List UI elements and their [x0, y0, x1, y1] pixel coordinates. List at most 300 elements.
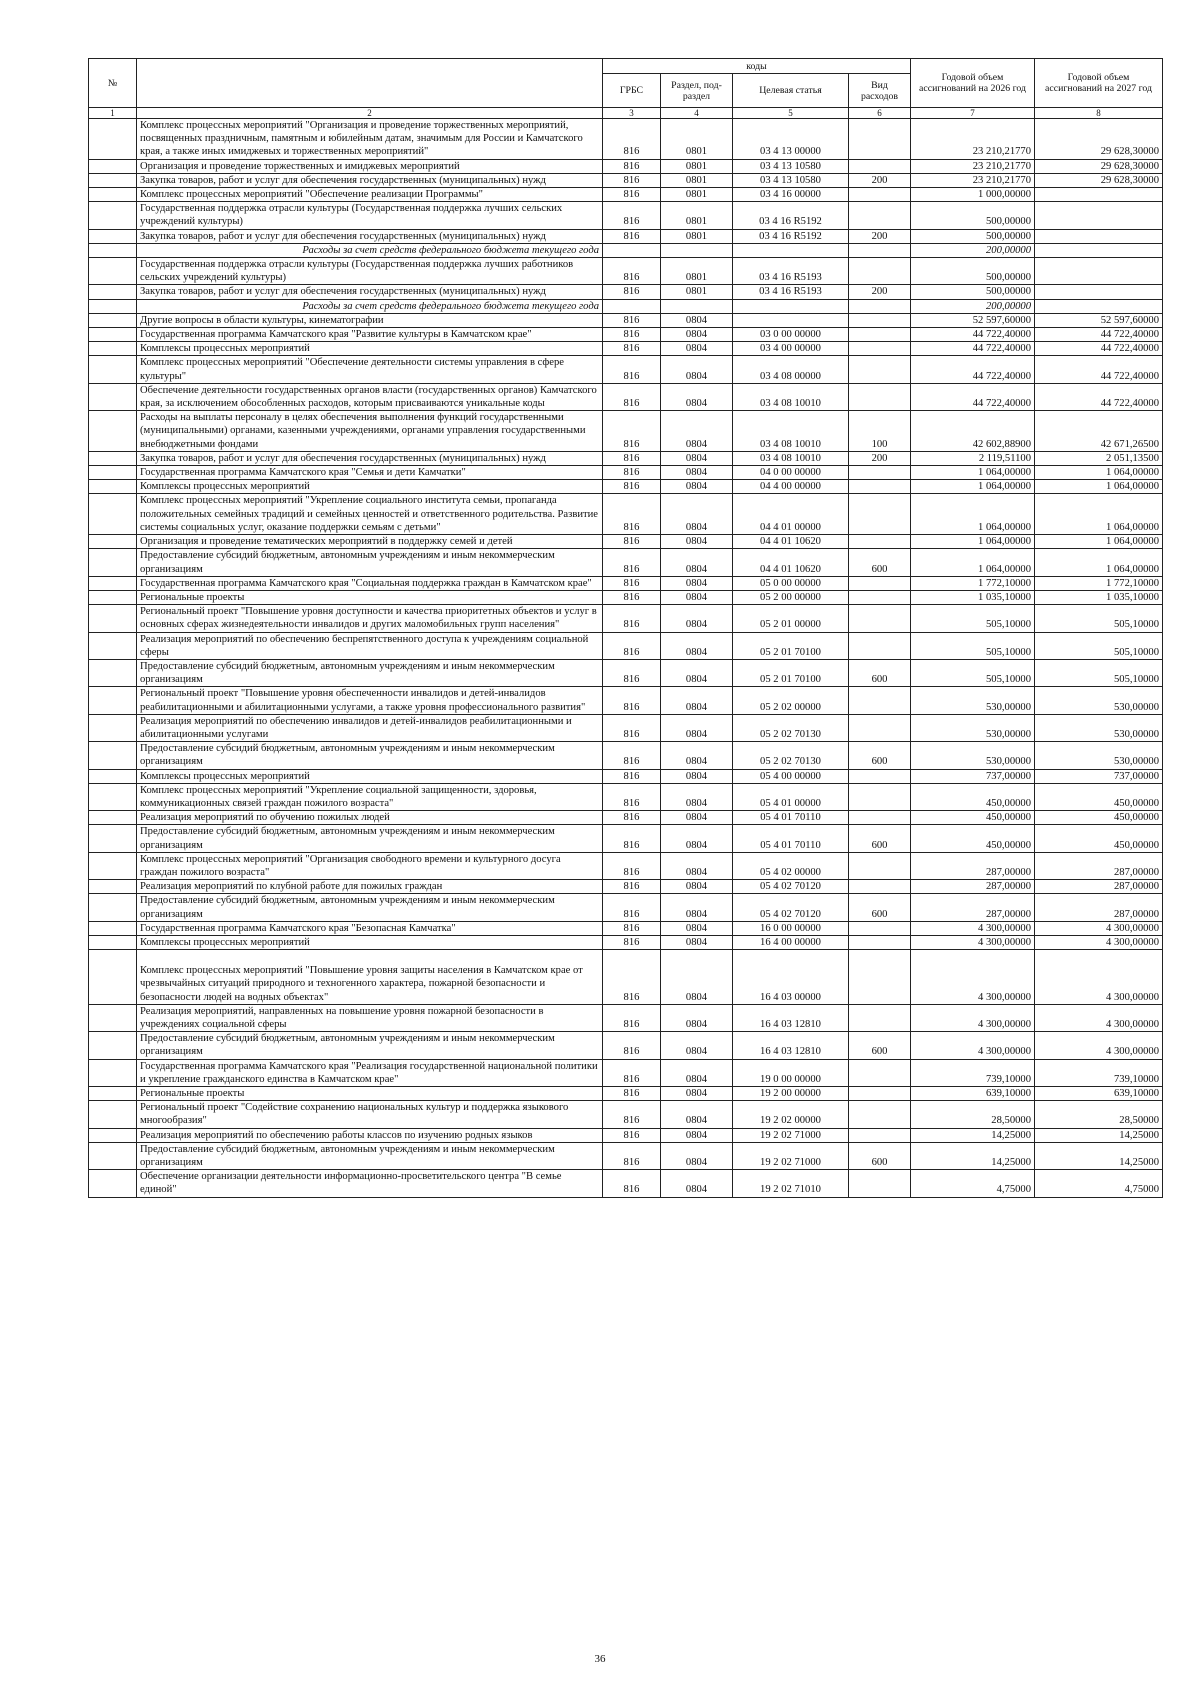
row-razdel-cell: 0804 — [661, 1101, 733, 1128]
row-name-cell: Реализация мероприятий, направленных на повышение уровня пожарной безопасности в учреждениях социальной сферы — [137, 1004, 603, 1031]
row-grbs-cell: 816 — [603, 1128, 661, 1142]
row-amount-2027-cell: 1 064,00000 — [1035, 466, 1163, 480]
row-amount-2026-cell: 44 722,40000 — [911, 328, 1035, 342]
row-grbs-cell: 816 — [603, 1170, 661, 1197]
row-expense-type-cell — [849, 921, 911, 935]
row-target-article-cell: 05 2 01 70100 — [733, 632, 849, 659]
row-razdel-cell: 0804 — [661, 632, 733, 659]
row-amount-2027-cell: 52 597,60000 — [1035, 313, 1163, 327]
row-amount-2027-cell: 287,00000 — [1035, 852, 1163, 879]
row-amount-2027-cell: 505,10000 — [1035, 605, 1163, 632]
row-grbs-cell: 816 — [603, 451, 661, 465]
table-row — [89, 480, 1163, 494]
row-grbs-cell: 816 — [603, 1101, 661, 1128]
row-target-article-cell: 03 4 16 R5192 — [733, 229, 849, 243]
row-expense-type-cell — [849, 811, 911, 825]
row-expense-type-cell — [849, 576, 911, 590]
row-amount-2026-cell: 530,00000 — [911, 687, 1035, 714]
row-target-article-cell: 16 4 03 12810 — [733, 1004, 849, 1031]
row-number-cell — [89, 356, 137, 383]
row-name-cell: Реализация мероприятий по обеспечению работы классов по изучению родных языков — [137, 1128, 603, 1142]
row-expense-type-cell — [849, 1004, 911, 1031]
row-amount-2026-cell: 500,00000 — [911, 285, 1035, 299]
table-row — [89, 852, 1163, 879]
row-razdel-cell — [661, 243, 733, 257]
table-row — [89, 258, 1163, 285]
row-grbs-cell: 816 — [603, 687, 661, 714]
row-target-article-cell: 05 2 02 70130 — [733, 714, 849, 741]
row-expense-type-cell — [849, 328, 911, 342]
row-razdel-cell: 0801 — [661, 119, 733, 160]
row-target-article-cell: 03 4 08 10010 — [733, 383, 849, 410]
row-number-cell — [89, 173, 137, 187]
row-expense-type-cell: 600 — [849, 742, 911, 769]
row-name-cell: Расходы на выплаты персоналу в целях обеспечения выполнения функций государственными (муниципальными) органами, казенными учреждениями, органами управления государственными внебюджетными фондами — [137, 411, 603, 452]
row-expense-type-cell — [849, 313, 911, 327]
row-amount-2027-cell: 29 628,30000 — [1035, 173, 1163, 187]
row-razdel-cell: 0804 — [661, 1087, 733, 1101]
row-amount-2026-cell: 505,10000 — [911, 605, 1035, 632]
row-number-cell — [89, 742, 137, 769]
row-amount-2027-cell — [1035, 229, 1163, 243]
row-expense-type-cell: 600 — [849, 549, 911, 576]
row-name-cell: Комплексы процессных мероприятий — [137, 342, 603, 356]
row-amount-2026-cell: 1 064,00000 — [911, 549, 1035, 576]
row-grbs-cell: 816 — [603, 880, 661, 894]
row-razdel-cell: 0804 — [661, 1004, 733, 1031]
row-razdel-cell: 0801 — [661, 258, 733, 285]
row-amount-2027-cell: 29 628,30000 — [1035, 159, 1163, 173]
row-grbs-cell: 816 — [603, 811, 661, 825]
row-razdel-cell: 0804 — [661, 480, 733, 494]
row-amount-2027-cell: 42 671,26500 — [1035, 411, 1163, 452]
row-razdel-cell: 0804 — [661, 687, 733, 714]
row-name-cell: Предоставление субсидий бюджетным, автономным учреждениям и иным некоммерческим организациям — [137, 742, 603, 769]
row-target-article-cell — [733, 243, 849, 257]
row-amount-2026-cell: 450,00000 — [911, 783, 1035, 810]
row-name-cell: Предоставление субсидий бюджетным, автономным учреждениям и иным некоммерческим организациям — [137, 825, 603, 852]
table-row — [89, 549, 1163, 576]
row-grbs-cell: 816 — [603, 1059, 661, 1086]
row-expense-type-cell: 600 — [849, 825, 911, 852]
row-razdel-cell: 0804 — [661, 451, 733, 465]
table-row — [89, 1032, 1163, 1059]
col-header-number: № — [89, 59, 137, 108]
row-razdel-cell: 0804 — [661, 825, 733, 852]
row-amount-2027-cell: 4 300,00000 — [1035, 1032, 1163, 1059]
table-row — [89, 285, 1163, 299]
row-number-cell — [89, 921, 137, 935]
row-expense-type-cell: 200 — [849, 451, 911, 465]
row-grbs-cell: 816 — [603, 894, 661, 921]
row-target-article-cell: 03 4 08 10010 — [733, 411, 849, 452]
row-number-cell — [89, 313, 137, 327]
row-amount-2027-cell: 44 722,40000 — [1035, 383, 1163, 410]
row-expense-type-cell — [849, 535, 911, 549]
table-row — [89, 328, 1163, 342]
row-target-article-cell: 03 4 16 R5193 — [733, 285, 849, 299]
row-grbs-cell: 816 — [603, 935, 661, 949]
row-razdel-cell: 0804 — [661, 576, 733, 590]
row-expense-type-cell — [849, 383, 911, 410]
row-amount-2027-cell: 530,00000 — [1035, 742, 1163, 769]
row-amount-2027-cell: 739,10000 — [1035, 1059, 1163, 1086]
row-name-cell: Государственная программа Камчатского края "Реализация государственной национальной политики и укрепление гражданского единства в Камчатском крае" — [137, 1059, 603, 1086]
row-name-cell: Комплекс процессных мероприятий "Обеспечение деятельности системы управления в сфере культуры" — [137, 356, 603, 383]
row-expense-type-cell — [849, 258, 911, 285]
row-number-cell — [89, 1101, 137, 1128]
row-razdel-cell: 0804 — [661, 494, 733, 535]
row-target-article-cell: 04 0 00 00000 — [733, 466, 849, 480]
col-header-2027: Годовой объем ассигнований на 2027 год — [1035, 59, 1163, 108]
column-number: 6 — [849, 108, 911, 119]
row-target-article-cell: 19 2 02 71000 — [733, 1142, 849, 1169]
row-expense-type-cell — [849, 1087, 911, 1101]
row-amount-2026-cell: 1 035,10000 — [911, 590, 1035, 604]
row-expense-type-cell — [849, 188, 911, 202]
row-amount-2027-cell: 450,00000 — [1035, 811, 1163, 825]
row-name-cell: Комплекс процессных мероприятий "Организация и проведение торжественных мероприятий, посвященных праздничным, памятным и юбилейным датам, значимым для России и Камчатского края, а также иных имиджевых и торжественных мероприятий" — [137, 119, 603, 160]
row-grbs-cell — [603, 243, 661, 257]
row-name-cell: Государственная поддержка отрасли культуры (Государственная поддержка лучших сельских учреждений культуры) — [137, 202, 603, 229]
row-expense-type-cell — [849, 356, 911, 383]
row-expense-type-cell — [849, 1059, 911, 1086]
row-target-article-cell: 03 4 13 10580 — [733, 173, 849, 187]
column-number-row — [89, 108, 1163, 119]
row-number-cell — [89, 1170, 137, 1197]
row-target-article-cell: 03 4 16 R5193 — [733, 258, 849, 285]
row-razdel-cell: 0804 — [661, 313, 733, 327]
row-expense-type-cell — [849, 687, 911, 714]
row-razdel-cell: 0804 — [661, 852, 733, 879]
row-number-cell — [89, 880, 137, 894]
row-grbs-cell: 816 — [603, 1004, 661, 1031]
row-target-article-cell: 19 2 02 71010 — [733, 1170, 849, 1197]
row-grbs-cell: 816 — [603, 313, 661, 327]
row-name-cell: Реализация мероприятий по клубной работе для пожилых граждан — [137, 880, 603, 894]
row-razdel-cell: 0804 — [661, 1170, 733, 1197]
row-number-cell — [89, 605, 137, 632]
row-name-cell: Государственная программа Камчатского края "Семья и дети Камчатки" — [137, 466, 603, 480]
row-amount-2026-cell: 500,00000 — [911, 258, 1035, 285]
row-number-cell — [89, 1142, 137, 1169]
col-header-codes: коды — [603, 59, 911, 74]
row-grbs-cell: 816 — [603, 825, 661, 852]
table-row — [89, 494, 1163, 535]
table-row — [89, 811, 1163, 825]
row-grbs-cell: 816 — [603, 549, 661, 576]
row-number-cell — [89, 202, 137, 229]
table-row — [89, 1142, 1163, 1169]
row-number-cell — [89, 687, 137, 714]
row-expense-type-cell: 100 — [849, 411, 911, 452]
table-row — [89, 935, 1163, 949]
table-row — [89, 173, 1163, 187]
row-amount-2027-cell: 1 064,00000 — [1035, 549, 1163, 576]
table-row — [89, 605, 1163, 632]
row-razdel-cell: 0804 — [661, 411, 733, 452]
row-target-article-cell: 04 4 00 00000 — [733, 480, 849, 494]
row-razdel-cell: 0804 — [661, 1059, 733, 1086]
row-name-cell: Комплекс процессных мероприятий "Обеспечение реализации Программы" — [137, 188, 603, 202]
row-amount-2026-cell: 287,00000 — [911, 852, 1035, 879]
row-target-article-cell: 05 2 01 00000 — [733, 605, 849, 632]
row-razdel-cell: 0801 — [661, 285, 733, 299]
row-amount-2026-cell: 4,75000 — [911, 1170, 1035, 1197]
row-amount-2026-cell: 287,00000 — [911, 880, 1035, 894]
table-row — [89, 659, 1163, 686]
row-amount-2026-cell: 530,00000 — [911, 742, 1035, 769]
row-razdel-cell: 0804 — [661, 880, 733, 894]
row-target-article-cell: 03 4 08 00000 — [733, 356, 849, 383]
row-expense-type-cell — [849, 1101, 911, 1128]
row-target-article-cell: 05 4 00 00000 — [733, 769, 849, 783]
row-target-article-cell: 03 4 08 10010 — [733, 451, 849, 465]
row-amount-2027-cell — [1035, 299, 1163, 313]
table-row — [89, 229, 1163, 243]
row-number-cell — [89, 159, 137, 173]
row-target-article-cell: 04 4 01 10620 — [733, 535, 849, 549]
row-expense-type-cell — [849, 494, 911, 535]
row-amount-2027-cell: 4 300,00000 — [1035, 935, 1163, 949]
row-amount-2027-cell: 44 722,40000 — [1035, 356, 1163, 383]
row-grbs-cell: 816 — [603, 328, 661, 342]
row-number-cell — [89, 229, 137, 243]
row-expense-type-cell — [849, 632, 911, 659]
row-name-cell: Региональный проект "Повышение уровня обеспеченности инвалидов и детей-инвалидов реабилитационными и абилитационными услугами, а также уровня профессионального развития" — [137, 687, 603, 714]
table-row — [89, 950, 1163, 1005]
row-number-cell — [89, 328, 137, 342]
row-expense-type-cell — [849, 1128, 911, 1142]
row-target-article-cell: 05 4 01 70110 — [733, 811, 849, 825]
row-amount-2027-cell: 505,10000 — [1035, 632, 1163, 659]
row-razdel-cell: 0804 — [661, 714, 733, 741]
row-target-article-cell: 03 4 13 10580 — [733, 159, 849, 173]
row-razdel-cell: 0804 — [661, 590, 733, 604]
row-expense-type-cell — [849, 119, 911, 160]
row-amount-2026-cell: 44 722,40000 — [911, 342, 1035, 356]
budget-table — [88, 58, 1163, 1198]
row-number-cell — [89, 576, 137, 590]
row-razdel-cell: 0801 — [661, 202, 733, 229]
row-amount-2026-cell: 1 772,10000 — [911, 576, 1035, 590]
row-grbs-cell: 816 — [603, 852, 661, 879]
row-name-cell: Региональный проект "Повышение уровня доступности и качества приоритетных объектов и услуг в основных сферах жизнедеятельности инвалидов и других маломобильных групп населения" — [137, 605, 603, 632]
row-number-cell — [89, 549, 137, 576]
row-grbs-cell: 816 — [603, 411, 661, 452]
col-header-expense-type: Вид расходов — [849, 74, 911, 108]
row-amount-2026-cell: 52 597,60000 — [911, 313, 1035, 327]
row-target-article-cell: 03 4 16 R5192 — [733, 202, 849, 229]
row-name-cell: Комплексы процессных мероприятий — [137, 935, 603, 949]
budget-rows — [89, 119, 1163, 1198]
row-razdel-cell: 0804 — [661, 659, 733, 686]
table-row — [89, 1059, 1163, 1086]
row-razdel-cell: 0804 — [661, 605, 733, 632]
row-name-cell: Комплекс процессных мероприятий "Укрепление социальной защищенности, здоровья, коммуникационных связей граждан пожилого возраста" — [137, 783, 603, 810]
row-amount-2027-cell: 4 300,00000 — [1035, 921, 1163, 935]
row-amount-2027-cell: 450,00000 — [1035, 783, 1163, 810]
row-expense-type-cell — [849, 852, 911, 879]
row-name-cell: Государственная поддержка отрасли культуры (Государственная поддержка лучших работников сельских учреждений культуры) — [137, 258, 603, 285]
row-razdel-cell: 0804 — [661, 950, 733, 1005]
row-number-cell — [89, 535, 137, 549]
row-number-cell — [89, 852, 137, 879]
row-target-article-cell: 16 4 03 12810 — [733, 1032, 849, 1059]
table-row — [89, 742, 1163, 769]
table-row — [89, 119, 1163, 160]
row-name-cell: Комплексы процессных мероприятий — [137, 480, 603, 494]
row-grbs-cell — [603, 299, 661, 313]
row-target-article-cell — [733, 299, 849, 313]
row-razdel-cell: 0804 — [661, 383, 733, 410]
row-amount-2026-cell: 1 064,00000 — [911, 535, 1035, 549]
row-amount-2026-cell: 200,00000 — [911, 299, 1035, 313]
row-razdel-cell: 0804 — [661, 466, 733, 480]
row-razdel-cell: 0801 — [661, 159, 733, 173]
row-amount-2026-cell: 1 064,00000 — [911, 480, 1035, 494]
table-row — [89, 921, 1163, 935]
row-amount-2026-cell: 14,25000 — [911, 1128, 1035, 1142]
row-grbs-cell: 816 — [603, 356, 661, 383]
row-amount-2026-cell: 4 300,00000 — [911, 1032, 1035, 1059]
row-razdel-cell: 0804 — [661, 894, 733, 921]
row-name-cell: Закупка товаров, работ и услуг для обеспечения государственных (муниципальных) нужд — [137, 173, 603, 187]
row-expense-type-cell — [849, 299, 911, 313]
row-expense-type-cell — [849, 590, 911, 604]
row-amount-2026-cell: 4 300,00000 — [911, 935, 1035, 949]
row-razdel-cell: 0804 — [661, 921, 733, 935]
column-number: 7 — [911, 108, 1035, 119]
row-number-cell — [89, 119, 137, 160]
row-number-cell — [89, 783, 137, 810]
row-number-cell — [89, 494, 137, 535]
budget-table-sheet — [88, 58, 1162, 1198]
column-number: 1 — [89, 108, 137, 119]
row-number-cell — [89, 811, 137, 825]
row-expense-type-cell — [849, 605, 911, 632]
row-name-cell: Региональные проекты — [137, 590, 603, 604]
row-number-cell — [89, 714, 137, 741]
row-razdel-cell: 0801 — [661, 188, 733, 202]
row-grbs-cell: 816 — [603, 1087, 661, 1101]
row-target-article-cell: 05 2 01 70100 — [733, 659, 849, 686]
row-number-cell — [89, 342, 137, 356]
row-target-article-cell: 03 4 00 00000 — [733, 342, 849, 356]
row-grbs-cell: 816 — [603, 229, 661, 243]
row-number-cell — [89, 632, 137, 659]
row-razdel-cell: 0804 — [661, 1142, 733, 1169]
row-name-cell: Расходы за счет средств федерального бюджета текущего года — [137, 243, 603, 257]
row-amount-2027-cell: 14,25000 — [1035, 1142, 1163, 1169]
row-amount-2027-cell: 1 064,00000 — [1035, 480, 1163, 494]
row-grbs-cell: 816 — [603, 921, 661, 935]
row-razdel-cell: 0801 — [661, 229, 733, 243]
row-amount-2026-cell: 500,00000 — [911, 229, 1035, 243]
table-row — [89, 466, 1163, 480]
col-header-grbs: ГРБС — [603, 74, 661, 108]
row-razdel-cell: 0804 — [661, 811, 733, 825]
row-name-cell: Предоставление субсидий бюджетным, автономным учреждениям и иным некоммерческим организациям — [137, 659, 603, 686]
row-name-cell: Комплекс процессных мероприятий "Повышение уровня защиты населения в Камчатском крае от чрезвычайных ситуаций природного и техногенного характера, пожарной безопасности и безопасности людей на водных объектах" — [137, 950, 603, 1005]
row-amount-2026-cell: 737,00000 — [911, 769, 1035, 783]
row-grbs-cell: 816 — [603, 659, 661, 686]
row-grbs-cell: 816 — [603, 480, 661, 494]
row-grbs-cell: 816 — [603, 119, 661, 160]
row-target-article-cell: 16 0 00 00000 — [733, 921, 849, 935]
row-amount-2027-cell: 44 722,40000 — [1035, 328, 1163, 342]
row-amount-2026-cell: 42 602,88900 — [911, 411, 1035, 452]
row-amount-2026-cell: 44 722,40000 — [911, 383, 1035, 410]
row-number-cell — [89, 769, 137, 783]
row-expense-type-cell: 600 — [849, 659, 911, 686]
row-expense-type-cell — [849, 342, 911, 356]
row-amount-2027-cell: 4 300,00000 — [1035, 1004, 1163, 1031]
row-number-cell — [89, 590, 137, 604]
col-header-name — [137, 59, 603, 108]
table-row — [89, 159, 1163, 173]
table-row — [89, 313, 1163, 327]
row-amount-2027-cell: 4,75000 — [1035, 1170, 1163, 1197]
table-row — [89, 383, 1163, 410]
row-target-article-cell: 03 4 16 00000 — [733, 188, 849, 202]
row-razdel-cell: 0804 — [661, 1032, 733, 1059]
table-row — [89, 451, 1163, 465]
row-razdel-cell: 0804 — [661, 742, 733, 769]
row-grbs-cell: 816 — [603, 714, 661, 741]
row-target-article-cell — [733, 313, 849, 327]
row-name-cell: Предоставление субсидий бюджетным, автономным учреждениям и иным некоммерческим организациям — [137, 1142, 603, 1169]
row-name-cell: Комплекс процессных мероприятий "Укрепление социального института семьи, пропаганда положительных семейных традиций и семейных ценностей и ответственного родительства. Развитие системы социальных услуг, оказание поддержки семьям с детьми" — [137, 494, 603, 535]
row-name-cell: Закупка товаров, работ и услуг для обеспечения государственных (муниципальных) нужд — [137, 451, 603, 465]
row-target-article-cell: 19 2 02 71000 — [733, 1128, 849, 1142]
table-row — [89, 714, 1163, 741]
table-row — [89, 1101, 1163, 1128]
row-target-article-cell: 05 4 01 70110 — [733, 825, 849, 852]
row-name-cell: Комплекс процессных мероприятий "Организация свободного времени и культурного досуга граждан пожилого возраста" — [137, 852, 603, 879]
table-row — [89, 590, 1163, 604]
column-number: 3 — [603, 108, 661, 119]
table-row — [89, 576, 1163, 590]
col-header-2026: Годовой объем ассигнований на 2026 год — [911, 59, 1035, 108]
page-number: 36 — [594, 1653, 606, 1665]
row-expense-type-cell: 200 — [849, 229, 911, 243]
row-grbs-cell: 816 — [603, 742, 661, 769]
table-row — [89, 632, 1163, 659]
table-row — [89, 342, 1163, 356]
row-grbs-cell: 816 — [603, 285, 661, 299]
row-grbs-cell: 816 — [603, 1142, 661, 1169]
table-row — [89, 769, 1163, 783]
row-number-cell — [89, 659, 137, 686]
row-amount-2026-cell: 200,00000 — [911, 243, 1035, 257]
row-amount-2027-cell — [1035, 285, 1163, 299]
row-amount-2027-cell — [1035, 188, 1163, 202]
row-amount-2027-cell — [1035, 258, 1163, 285]
row-amount-2027-cell: 4 300,00000 — [1035, 950, 1163, 1005]
row-number-cell — [89, 935, 137, 949]
row-grbs-cell: 816 — [603, 159, 661, 173]
row-amount-2027-cell: 14,25000 — [1035, 1128, 1163, 1142]
row-amount-2027-cell: 505,10000 — [1035, 659, 1163, 686]
table-row — [89, 880, 1163, 894]
row-number-cell — [89, 466, 137, 480]
row-grbs-cell: 816 — [603, 576, 661, 590]
row-grbs-cell: 816 — [603, 173, 661, 187]
table-row — [89, 1087, 1163, 1101]
row-grbs-cell: 816 — [603, 383, 661, 410]
row-amount-2026-cell: 28,50000 — [911, 1101, 1035, 1128]
